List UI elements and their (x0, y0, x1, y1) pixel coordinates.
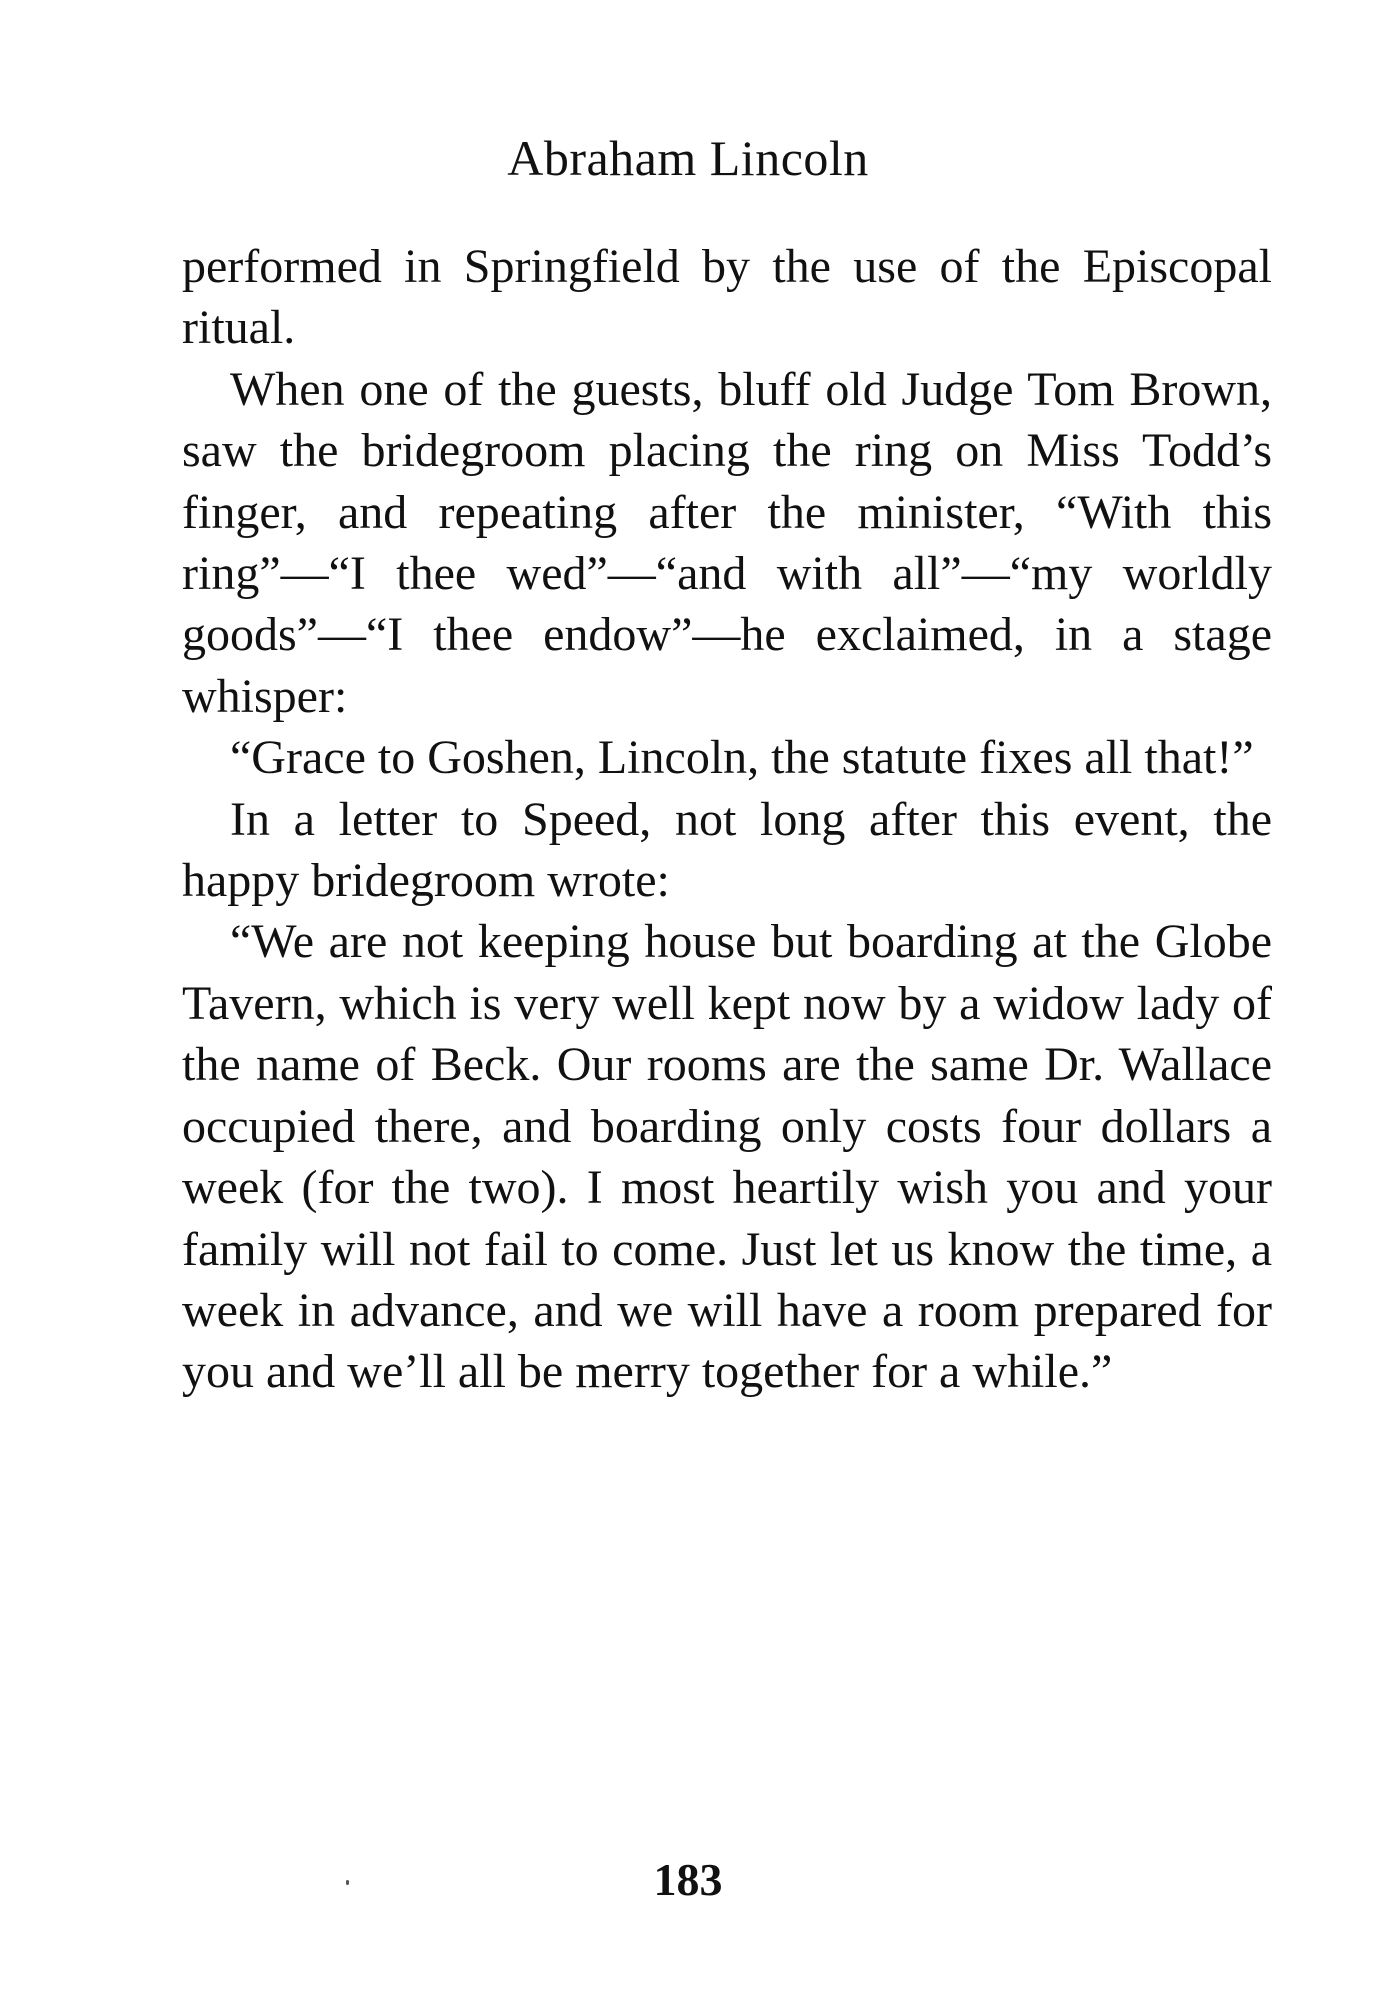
paragraph-wedding-ring: When one of the guests, bluff old Judge Tom Brown, saw the bridegroom placing the ring on Miss Todd’s finger, and repeating after the minister, “With this ring”—“I thee wed”—“and with all”—“my worldly goods”—“I thee endow”—he exclaimed, in a stage whisper: (182, 362, 1272, 723)
paragraph-judge-quote: “Grace to Goshen, Lincoln, the statute fixes all that!” (230, 731, 1254, 785)
page-number: 183 (653, 1854, 723, 1905)
running-head: Abraham Lincoln (507, 130, 869, 186)
print-speck (346, 1880, 349, 1885)
paragraph-letter-intro: In a letter to Speed, not long after this event, the happy bridegroom wrote: (182, 792, 1272, 908)
paragraph-letter-quote: “We are not keeping house but boarding at the Globe Tavern, which is very well kept now by a widow lady of the name of Beck. Our rooms are the same Dr. Wallace occupied there, and boarding only costs four dollars a week (for the two). I most heartily wish you and your family will not fail to come. Just let us know the time, a week in advance, and we will have a room prepared for you and we’ll all be merry together for a while.” (182, 915, 1272, 1399)
body-text (182, 236, 1272, 1403)
paragraph-continuation: performed in Springfield by the use of the Episcopal ritual. (182, 240, 1272, 355)
